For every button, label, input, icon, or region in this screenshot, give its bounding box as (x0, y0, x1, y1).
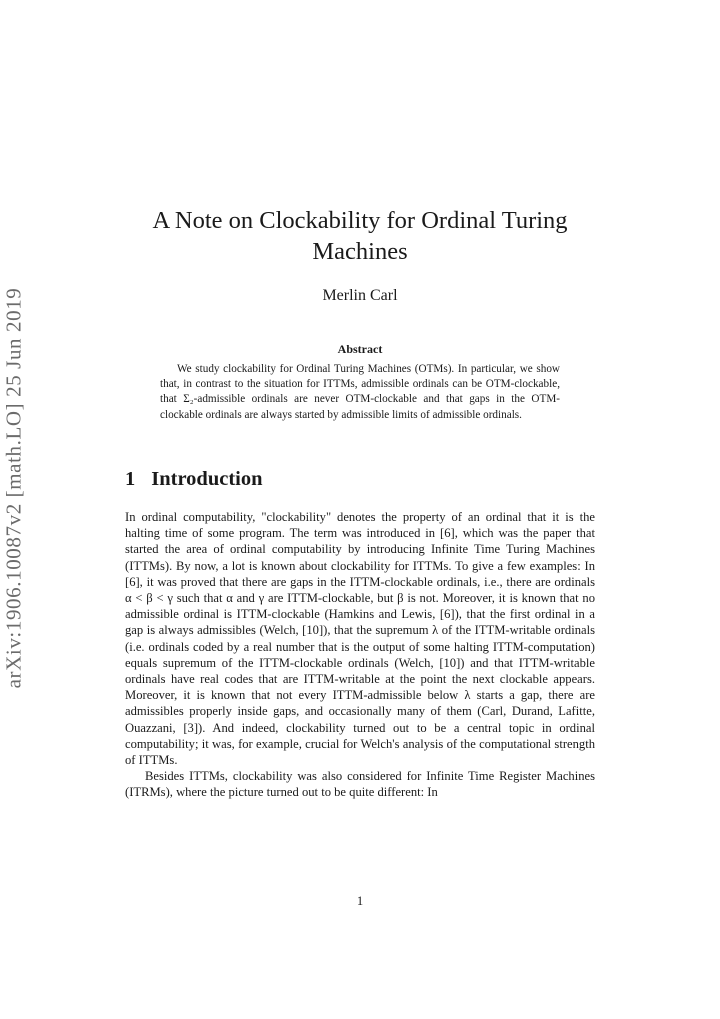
paper-title: A Note on Clockability for Ordinal Turing Machines (152, 207, 568, 265)
page-number: 1 (356, 894, 364, 908)
section-body (125, 509, 595, 801)
body-paragraph: Besides ITTMs, clockability was also considered for Infinite Time Register Machines (ITRMs), where the picture turned out to be quite different: In (125, 769, 595, 800)
section-number: 1 (125, 468, 136, 490)
author-name: Merlin Carl (322, 287, 398, 304)
abstract-text: We study clockability for Ordinal Turing Machines (OTMs). In particular, we show that, in contrast to the situation for ITTMs, admissible ordinals can be OTM-clockable, that Σ₂-admissible ordinals are never OTM-clockable and that gaps in the OTM-clockable ordinals are always started by admissible limits of admissible ordinals. (160, 363, 560, 421)
abstract-heading: Abstract (337, 342, 383, 356)
arxiv-identifier-text: arXiv:1906.10087v2 [math.LO] 25 Jun 2019 (1, 287, 26, 689)
body-paragraph: In ordinal computability, "clockability" denotes the property of an ordinal that it is the halting time of some program. The term was introduced in [6], which was the paper that started the area of ordinal computability by introducing Infinite Time Turing Machines (ITTMs). By now, a lot is known about clockability for ITTMs. To give a few examples: In [6], it was proved that there are gaps in the ITTM-clockable ordinals, i.e., there are ordinals α < β < γ such that α and γ are ITTM-clockable, but β is not. Moreover, it is known that no admissible ordinal is ITTM-clockable (Hamkins and Lewis, [6]), that the first ordinal in a gap is always admissibles (Welch, [10]), that the supremum λ of the ITTM-writable ordinals (i.e. ordinals coded by a real number that is the output of some halting ITTM-computation) equals supremum of the ITTM-clockable ordinals (Welch, [10]) and that ITTM-writable ordinals have real codes that are ITTM-writable at the point the next clockable appears. Moreover, it is known that not every ITTM-admissible below λ starts a gap, there are admissibles properly inside gaps, and occasionally many of them (Carl, Durand, Lafitte, Ouazzani, [3]). And indeed, clockability turned out to be a central topic in ordinal computability; it was, for example, crucial for Welch's analysis of the computational strength of ITTMs. (125, 510, 595, 768)
section-title: Introduction (151, 468, 263, 490)
section-heading (125, 468, 263, 491)
